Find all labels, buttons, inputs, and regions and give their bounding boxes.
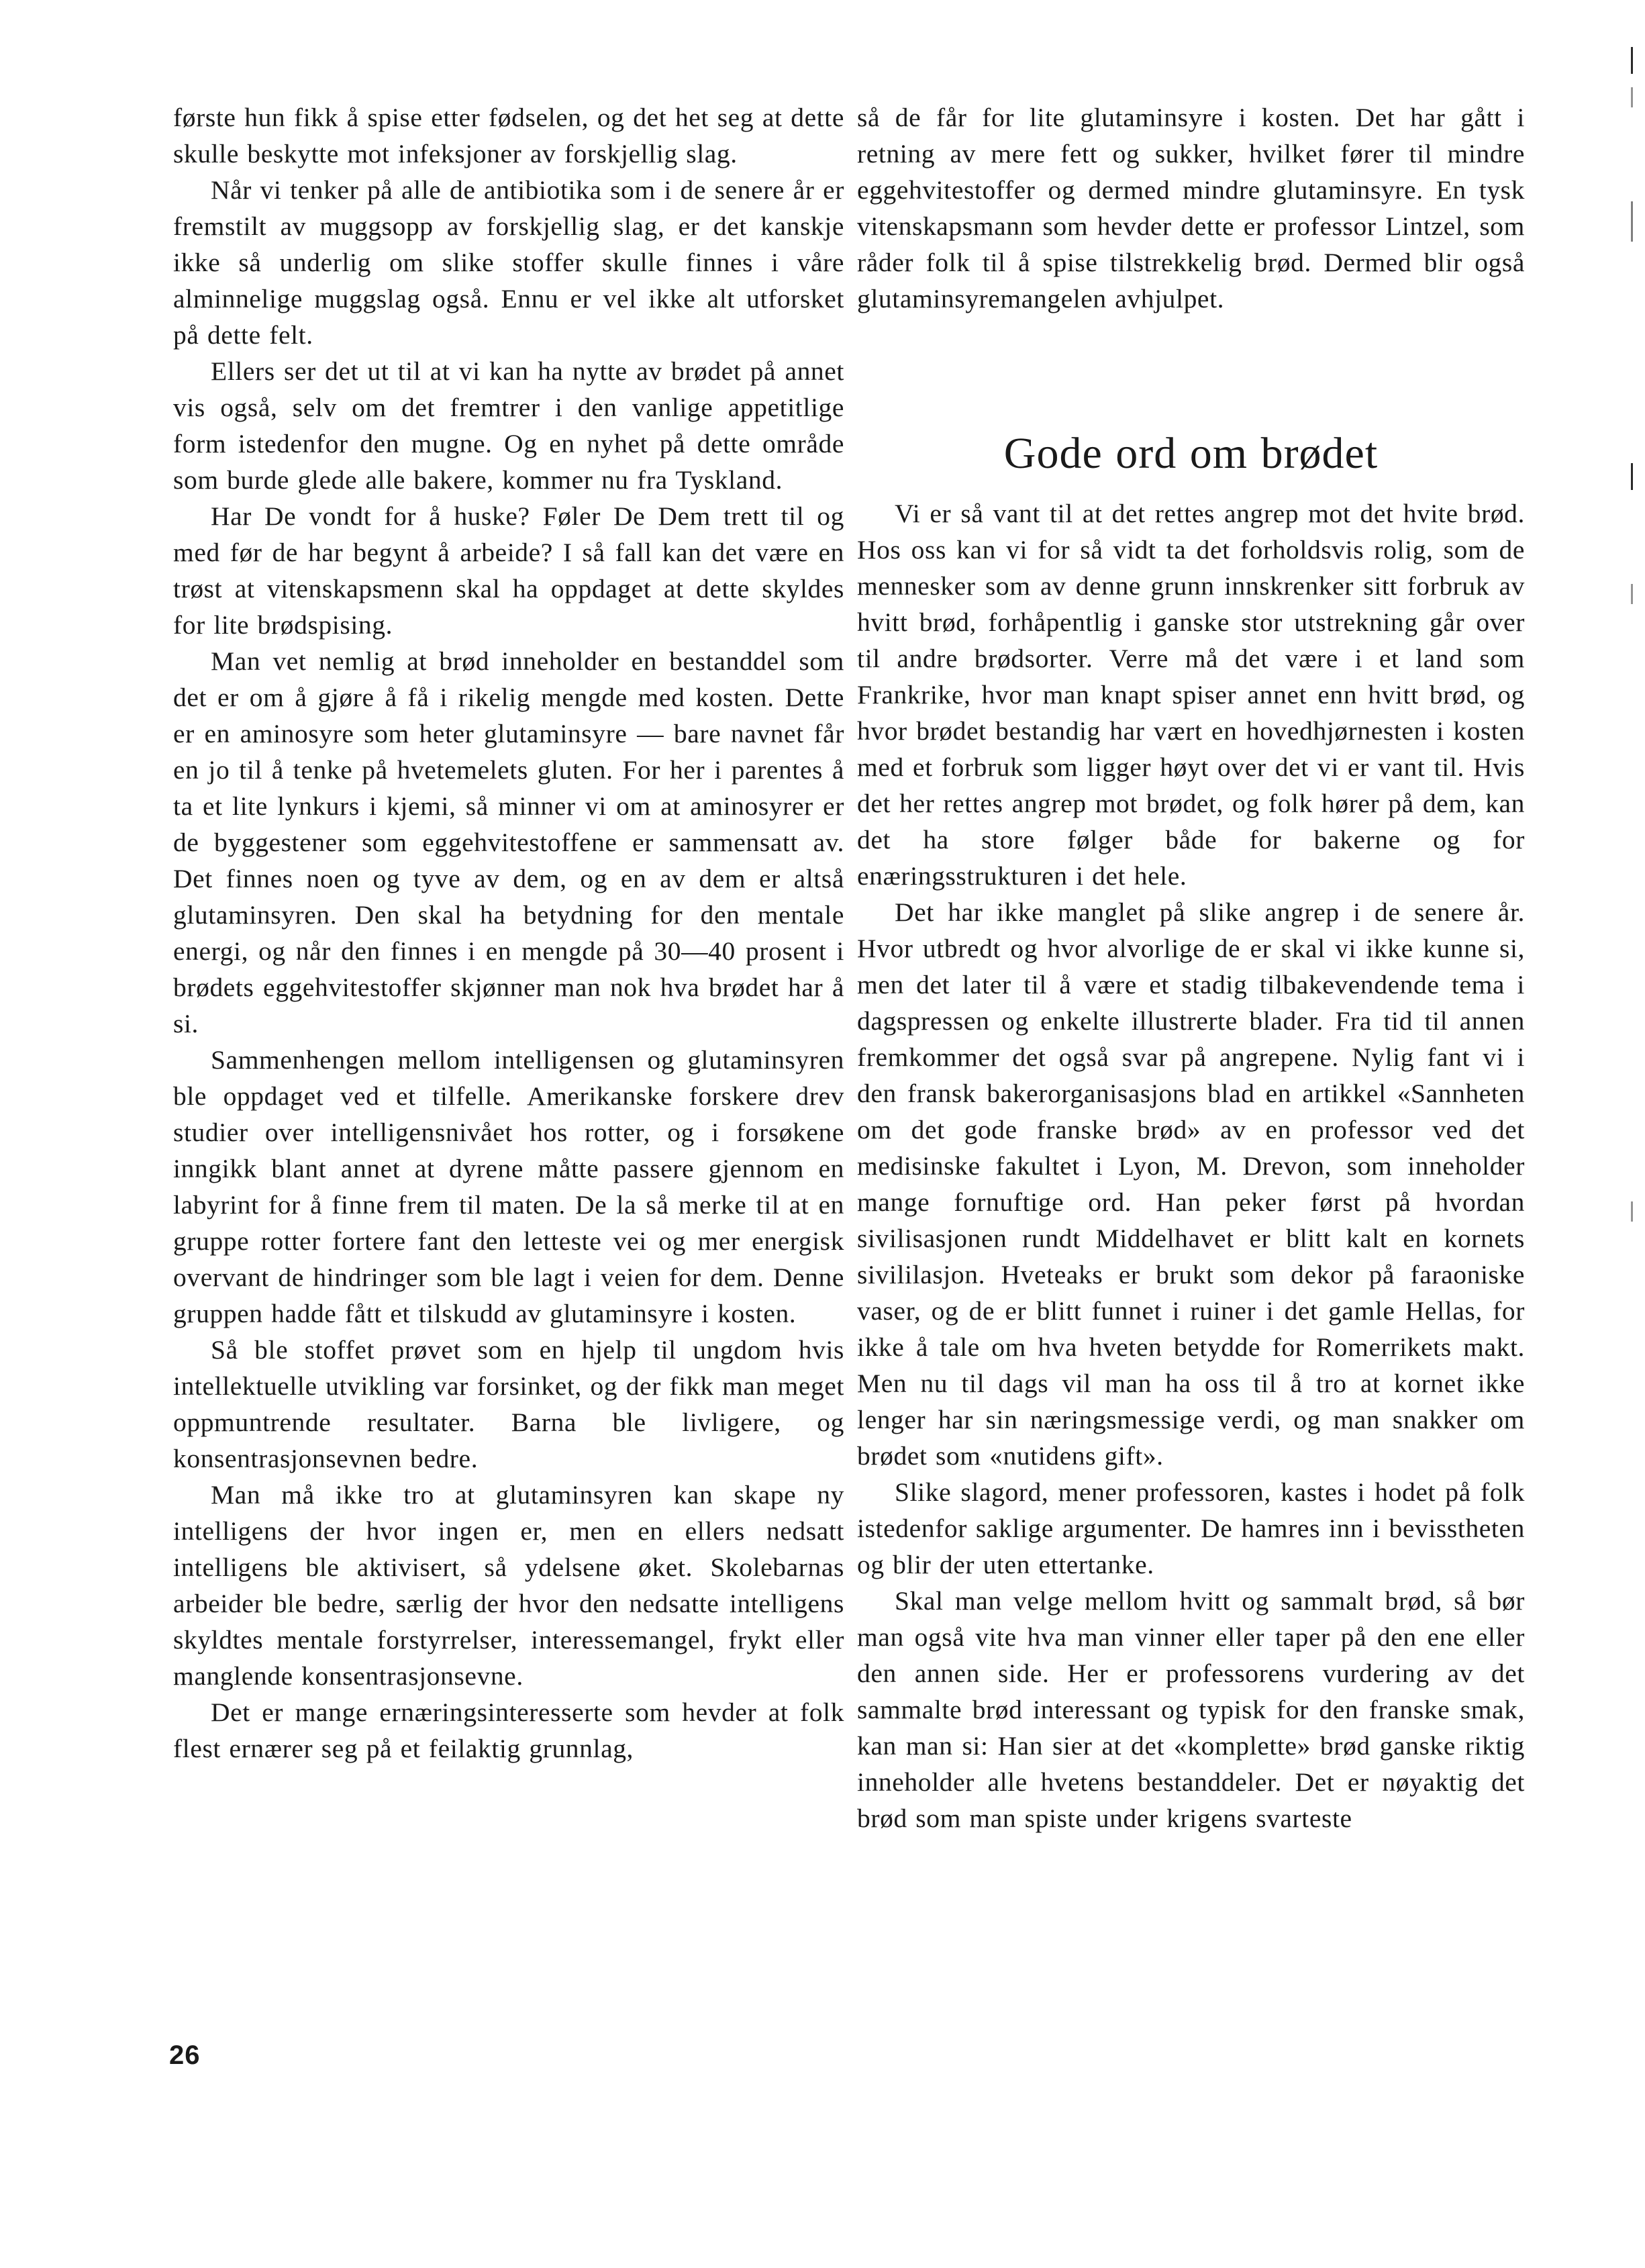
paragraph: Man vet nemlig at brød inneholder en bestanddel som det er om å gjøre å få i rikelig mengde med kosten. Dette er en aminosyre som heter glutaminsyre — bare navnet får en jo til å tenke på hvetemelets gluten. For her i parentes å ta et lite lynkurs i kjemi, så minner vi om at aminosyrer er de byggestener som eggehvitestoffene er sammensatt av. Det finnes noen og tyve av dem, og en av dem er altså glutaminsyren. Den skal ha betydning for den mentale energi, og når den finnes i en mengde på 30—40 prosent i brødets eggehvitestoffer skjønner man nok hva brødet har å si. — [173, 646, 844, 1038]
paragraph: Har De vondt for å huske? Føler De Dem trett til og med før de har begynt å arbeide? I så fall kan det være en trøst at vitenskapsmenn skal ha oppdaget at dette skyldes for lite brødspising. — [173, 501, 844, 640]
paragraph: så de får for lite glutaminsyre i kosten. Det har gått i retning av mere fett og sukker, hvilket fører til mindre eggehvitestoffer og dermed mindre glutaminsyre. En tysk vitenskapsmann som hevder dette er professor Lintzel, som råder folk til å spise tilstrekkelig brød. Dermed blir også glutaminsyremangelen avhjulpet. — [857, 103, 1525, 313]
paragraph: Skal man velge mellom hvitt og sammalt brød, så bør man også vite hva man vinner eller taper på den ene eller den annen side. Her er professorens vurdering av det sammalte brød interessant og typisk for den franske smak, kan man si: Han sier at det «komplette» brød ganske riktig inneholder alle hvetens bestanddeler. Det er nøyaktig det brød som man spiste under krigens svarteste — [857, 1586, 1525, 1833]
paragraph: Ellers ser det ut til at vi kan ha nytte av brødet på annet vis også, selv om det fremtrer i den vanlige appetitlige form istedenfor den mugne. Og en nyhet på dette område som burde glede alle bakere, kommer nu fra Tyskland. — [173, 356, 844, 495]
right-column — [857, 99, 1525, 1836]
scan-edge-mark — [1631, 584, 1633, 604]
page-number: 26 — [169, 2040, 201, 2070]
paragraph: Det har ikke manglet på slike angrep i de senere år. Hvor utbredt og hvor alvorlige de er skal vi ikke kunne si, men det later til å være et stadig tilbakevendende tema i dagspressen og enkelte illustrerte blader. Fra tid til annen fremkommer det også svar på angrepene. Nylig fant vi i den fransk bakerorganisasjons blad en artikkel «Sannheten om det gode franske brød» av en professor ved det medisinske fakultet i Lyon, M. Drevon, som inneholder mange fornuftige ord. Han peker først på hvordan sivilisasjonen rundt Middelhavet er blitt kalt en kornets sivililasjon. Hveteaks er brukt som dekor på faraoniske vaser, og de er blitt funnet i ruiner i det gamle Hellas, for ikke å tale om hva hveten betydde for Romerrikets makt. Men nu til dags vil man ha oss til å tro at kornet ikke lenger har sin næringsmessige verdi, og man snakker om brødet som «nutidens gift». — [857, 897, 1525, 1471]
scan-edge-mark — [1631, 463, 1633, 490]
paragraph: Slike slagord, mener professoren, kastes i hodet på folk istedenfor saklige argumenter. De hamres inn i bevisstheten og blir der uten ettertanke. — [857, 1477, 1525, 1579]
paragraph: første hun fikk å spise etter fødselen, og det het seg at dette skulle beskytte mot infeksjoner av forskjellig slag. — [173, 103, 844, 168]
scan-edge-mark — [1631, 87, 1633, 107]
paragraph: Man må ikke tro at glutaminsyren kan skape ny intelligens der hvor ingen er, men en ellers nedsatt intelligens ble aktivisert, så ydelsene øket. Skolebarnas arbeider ble bedre, særlig der hvor den nedsatte intelligens skyldtes mentale forstyrrelser, interessemangel, frykt eller manglende konsentrasjonsevne. — [173, 1480, 844, 1691]
paragraph: Så ble stoffet prøvet som en hjelp til ungdom hvis intellektuelle utvikling var forsinket, og der fikk man meget oppmuntrende resultater. Barna ble livligere, og konsentrasjonsevnen bedre. — [173, 1335, 844, 1473]
scan-edge-mark — [1631, 47, 1633, 74]
scan-edge-mark — [1631, 1201, 1633, 1222]
paragraph: Når vi tenker på alle de antibiotika som i de senere år er fremstilt av muggsopp av forskjellig slag, er det kanskje ikke så underlig om slike stoffer skulle finnes i våre alminnelige muggslag også. Ennu er vel ikke alt utforsket på dette felt. — [173, 175, 844, 350]
paragraph: Sammenhengen mellom intelligensen og glutaminsyren ble oppdaget ved et tilfelle. Amerikanske forskere drev studier over intelligensnivået hos rotter, og i forsøkene inngikk blant annet at dyrene måtte passere gjennom en labyrint for å finne frem til maten. De la så merke til at en gruppe rotter fortere fant den letteste vei og mer energisk overvant de hindringer som ble lagt i veien for dem. Denne gruppen hadde fått et tilskudd av glutaminsyre i kosten. — [173, 1045, 844, 1328]
paragraph: Det er mange ernæringsinteresserte som hevder at folk flest ernærer seg på et feilaktig grunnlag, — [173, 1697, 844, 1763]
article-heading: Gode ord om brødet — [1003, 429, 1379, 478]
left-column — [173, 99, 844, 1767]
paragraph: Vi er så vant til at det rettes angrep mot det hvite brød. Hos oss kan vi for så vidt ta det forholdsvis rolig, som de mennesker som av denne grunn innskrenker sitt forbruk av hvitt brød, forhåpentlig i ganske stor utstrekning går over til andre brødsorter. Verre må det være i et land som Frankrike, hvor man knapt spiser annet enn hvitt brød, og hvor brødet bestandig har vært en hovedhjørnesten i kosten med et forbruk som ligger høyt over det vi er vant til. Hvis det her rettes angrep mot brødet, og folk hører på dem, kan det ha store følger både for bakerne og for enæringsstrukturen i det hele. — [857, 499, 1525, 891]
scan-edge-mark — [1631, 201, 1633, 242]
